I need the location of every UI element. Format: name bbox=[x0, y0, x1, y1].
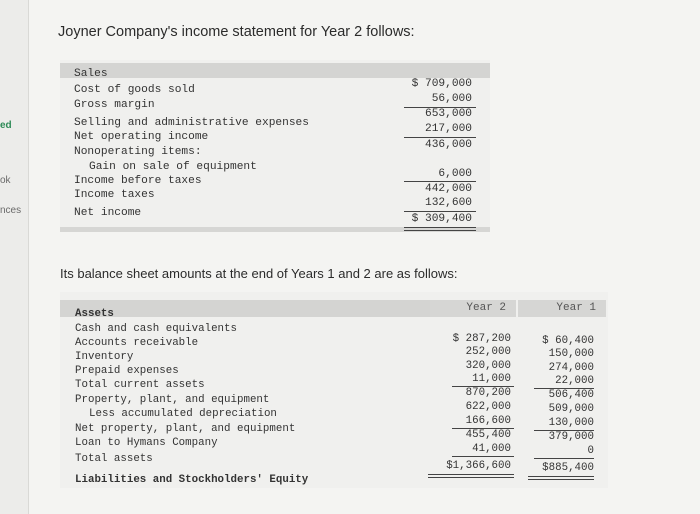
double-underline-bottom bbox=[404, 230, 476, 231]
balance-row-label: Liabilities and Stockholders' Equity bbox=[75, 474, 309, 486]
income-row-label: Sales bbox=[74, 68, 108, 80]
col-header-year1: Year 1 bbox=[518, 300, 606, 317]
balance-row-label: Inventory bbox=[75, 351, 134, 363]
balance-year2-value: 252,000 bbox=[465, 346, 511, 358]
balance-row-label: Property, plant, and equipment bbox=[75, 394, 270, 406]
income-row-value: 653,000 bbox=[425, 108, 472, 120]
balance-row-label: Total current assets bbox=[75, 379, 205, 391]
income-row-value: 6,000 bbox=[438, 168, 472, 180]
balance-row-label: Loan to Hymans Company bbox=[75, 437, 218, 449]
underline bbox=[452, 456, 514, 457]
income-row-value: $ 709,000 bbox=[411, 78, 472, 90]
balance-year1-value: 509,000 bbox=[548, 403, 594, 415]
double-underline-bottom bbox=[528, 479, 594, 480]
income-row-label: Gross margin bbox=[74, 99, 155, 111]
balance-row-label: Assets bbox=[75, 308, 114, 320]
balance-year1-value: $885,400 bbox=[542, 462, 594, 474]
balance-year1-value: 0 bbox=[587, 445, 594, 457]
left-sidebar bbox=[0, 0, 29, 514]
balance-sheet-intro: Its balance sheet amounts at the end of Years 1 and 2 are as follows: bbox=[60, 266, 458, 281]
double-underline-bottom bbox=[428, 477, 514, 478]
balance-row-label: Net property, plant, and equipment bbox=[75, 423, 296, 435]
income-row-value: 132,600 bbox=[425, 197, 472, 209]
double-underline-top bbox=[528, 476, 594, 477]
balance-row-label: Accounts receivable bbox=[75, 337, 199, 349]
intro-text: Joyner Company's income statement for Year 2 follows: bbox=[58, 24, 415, 40]
balance-year2-value: 166,600 bbox=[465, 415, 511, 427]
balance-year1-value: 379,000 bbox=[548, 431, 594, 443]
income-row-label: Net operating income bbox=[74, 131, 209, 143]
balance-row-label: Prepaid expenses bbox=[75, 365, 179, 377]
balance-year2-value: 870,200 bbox=[465, 387, 511, 399]
income-row-value: $ 309,400 bbox=[411, 213, 472, 225]
balance-year2-value: 320,000 bbox=[465, 360, 511, 372]
balance-year2-value: 622,000 bbox=[465, 401, 511, 413]
balance-header-bar bbox=[60, 300, 430, 317]
balance-year1-value: 130,000 bbox=[548, 417, 594, 429]
income-row-value: 217,000 bbox=[425, 123, 472, 135]
income-row-label: Selling and administrative expenses bbox=[74, 117, 309, 129]
double-underline-top bbox=[404, 227, 476, 228]
balance-year2-value: 41,000 bbox=[472, 443, 511, 455]
income-row-label: Nonoperating items: bbox=[74, 146, 202, 158]
balance-year2-value: 11,000 bbox=[472, 373, 511, 385]
balance-year1-value: $ 60,400 bbox=[542, 335, 594, 347]
income-row-label: Income taxes bbox=[74, 189, 155, 201]
balance-year1-value: 22,000 bbox=[555, 375, 594, 387]
income-row-value: 436,000 bbox=[425, 139, 472, 151]
underline bbox=[404, 181, 476, 182]
income-row-label: Gain on sale of equipment bbox=[89, 161, 257, 173]
sidebar-tab-2[interactable]: ok bbox=[0, 175, 11, 186]
col-header-year2: Year 2 bbox=[430, 300, 516, 317]
balance-row-label: Cash and cash equivalents bbox=[75, 323, 237, 335]
balance-row-label: Less accumulated depreciation bbox=[89, 408, 277, 420]
sidebar-tab-1[interactable]: ed bbox=[0, 120, 12, 131]
double-underline-top bbox=[428, 474, 514, 475]
income-row-label: Net income bbox=[74, 207, 142, 219]
balance-year2-value: 455,400 bbox=[465, 429, 511, 441]
income-row-value: 442,000 bbox=[425, 183, 472, 195]
income-row-value: 56,000 bbox=[431, 93, 472, 105]
balance-row-label: Total assets bbox=[75, 453, 153, 465]
balance-year1-value: 274,000 bbox=[548, 362, 594, 374]
balance-year2-value: $1,366,600 bbox=[446, 460, 511, 472]
income-row-label: Cost of goods sold bbox=[74, 84, 195, 96]
balance-year1-value: 506,400 bbox=[548, 389, 594, 401]
balance-year2-value: $ 287,200 bbox=[452, 333, 511, 345]
income-header-bar bbox=[60, 63, 490, 78]
underline bbox=[404, 211, 476, 212]
sidebar-tab-3[interactable]: nces bbox=[0, 205, 22, 216]
underline bbox=[534, 458, 594, 459]
balance-year1-value: 150,000 bbox=[548, 348, 594, 360]
underline bbox=[404, 137, 476, 138]
income-row-label: Income before taxes bbox=[74, 175, 202, 187]
